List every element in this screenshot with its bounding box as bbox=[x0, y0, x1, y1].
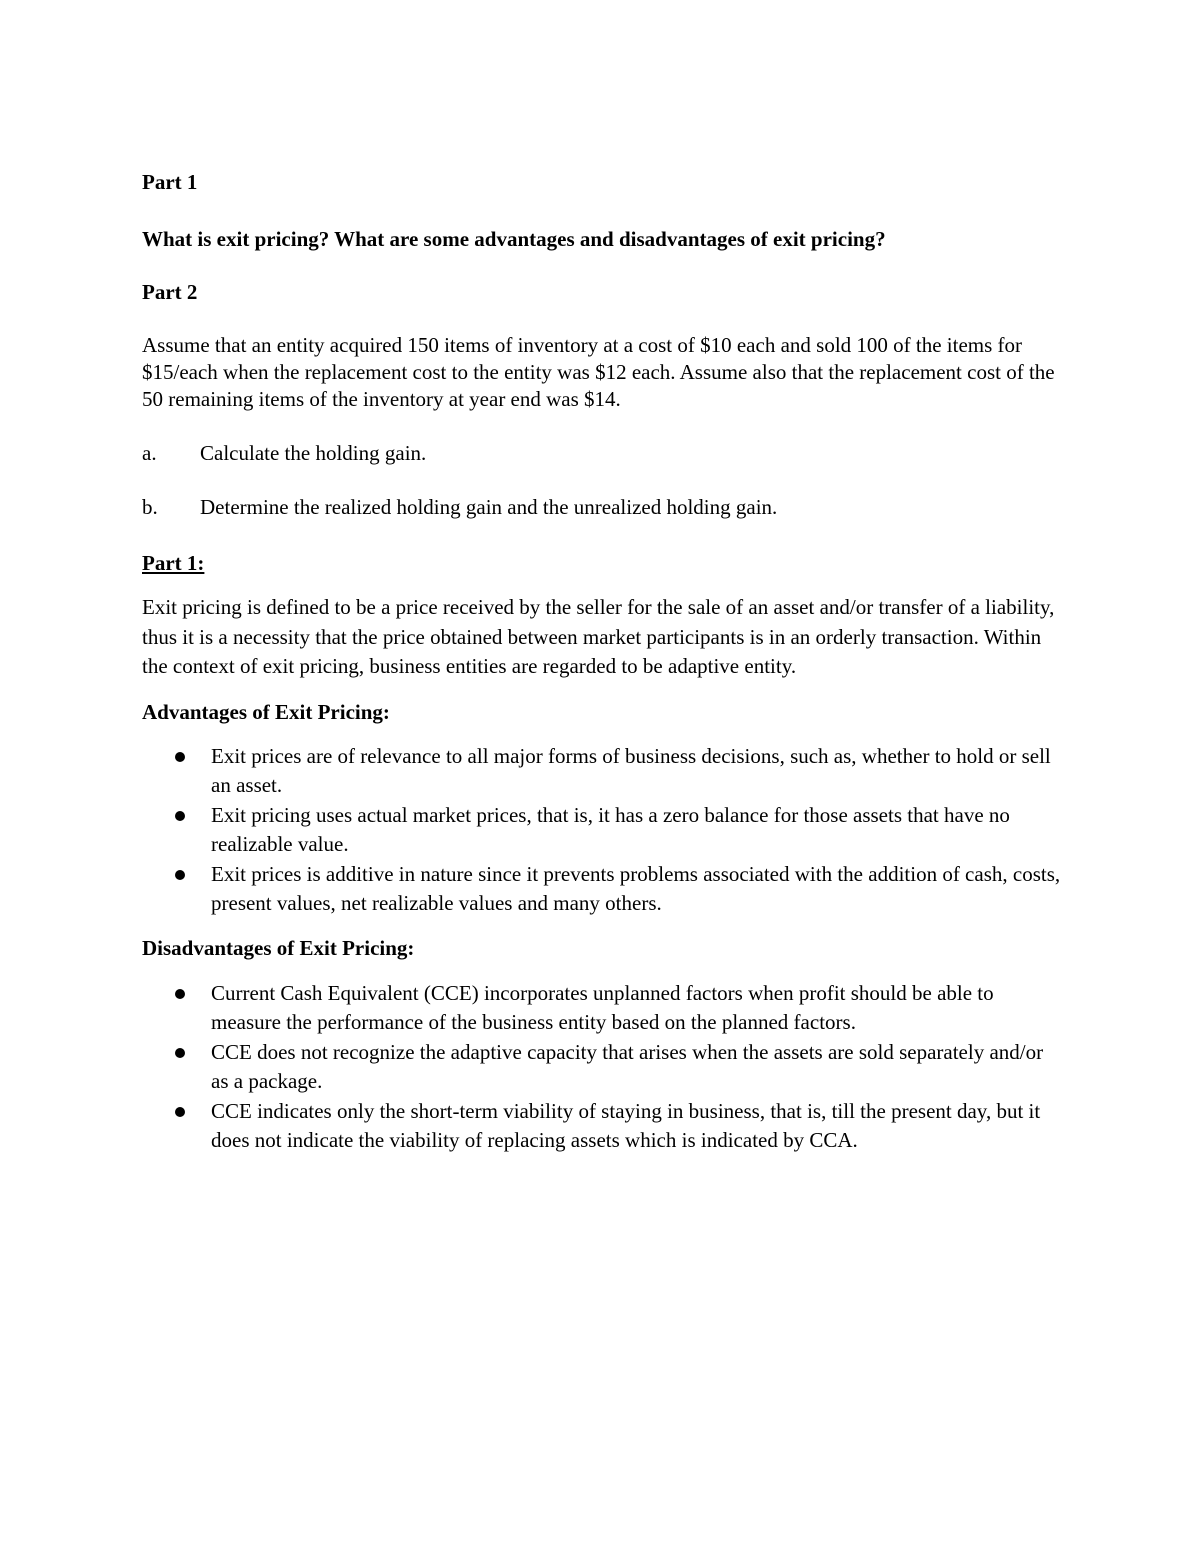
answer-paragraph: Exit pricing is defined to be a price received by the seller for the sale of an asset and/or transfer of a liability, thus it is a necessity that the price obtained between market participants is in an orderly transaction. Within the context of exit pricing, business entities are regarded to be adaptive entity. bbox=[142, 595, 1055, 678]
task-text: Determine the realized holding gain and the unrealized holding gain. bbox=[200, 495, 778, 519]
list-item: Current Cash Equivalent (CCE) incorporates unplanned factors when profit should be able to measure the performance of the business entity based on the planned factors. bbox=[142, 979, 1062, 1038]
bullet-icon bbox=[175, 1048, 185, 1058]
task-letter: a. bbox=[142, 441, 157, 465]
part2-paragraph: Assume that an entity acquired 150 items of inventory at a cost of $10 each and sold 100 of the items for $15/each when the replacement cost to the entity was $12 each. Assume also that the replacement cost of the 50 remaining items of the inventory at year end was $14. bbox=[142, 333, 1055, 411]
bullet-icon bbox=[175, 1107, 185, 1117]
list-item: Exit prices is additive in nature since it prevents problems associated with the addition of cash, costs, present values, net realizable values and many others. bbox=[142, 860, 1062, 919]
task-a bbox=[142, 440, 1062, 467]
bullet-icon bbox=[175, 752, 185, 762]
task-text: Calculate the holding gain. bbox=[200, 441, 427, 465]
list-item: Exit prices are of relevance to all major forms of business decisions, such as, whether to hold or sell an asset. bbox=[142, 742, 1062, 801]
disadvantages-heading: Disadvantages of Exit Pricing: bbox=[142, 935, 415, 960]
bullet-icon bbox=[175, 989, 185, 999]
question-text: What is exit pricing? What are some advantages and disadvantages of exit pricing? bbox=[142, 227, 886, 251]
advantages-heading: Advantages of Exit Pricing: bbox=[142, 699, 390, 724]
part2-heading: Part 2 bbox=[142, 280, 198, 304]
bullet-icon bbox=[175, 811, 185, 821]
bullet-icon bbox=[175, 870, 185, 880]
list-item: CCE indicates only the short-term viability of staying in business, that is, till the present day, but it does not indicate the viability of replacing assets which is indicated by CCA. bbox=[142, 1097, 1062, 1156]
list-item: CCE does not recognize the adaptive capacity that arises when the assets are sold separately and/or as a package. bbox=[142, 1038, 1062, 1097]
answer-heading: Part 1: bbox=[142, 551, 205, 575]
document-content bbox=[142, 168, 1062, 1156]
advantages-list bbox=[142, 742, 1062, 919]
task-letter: b. bbox=[142, 495, 158, 519]
task-b bbox=[142, 494, 1062, 521]
part1-heading: Part 1 bbox=[142, 170, 198, 194]
list-item: Exit pricing uses actual market prices, that is, it has a zero balance for those assets that have no realizable value. bbox=[142, 801, 1062, 860]
disadvantages-list bbox=[142, 979, 1062, 1156]
